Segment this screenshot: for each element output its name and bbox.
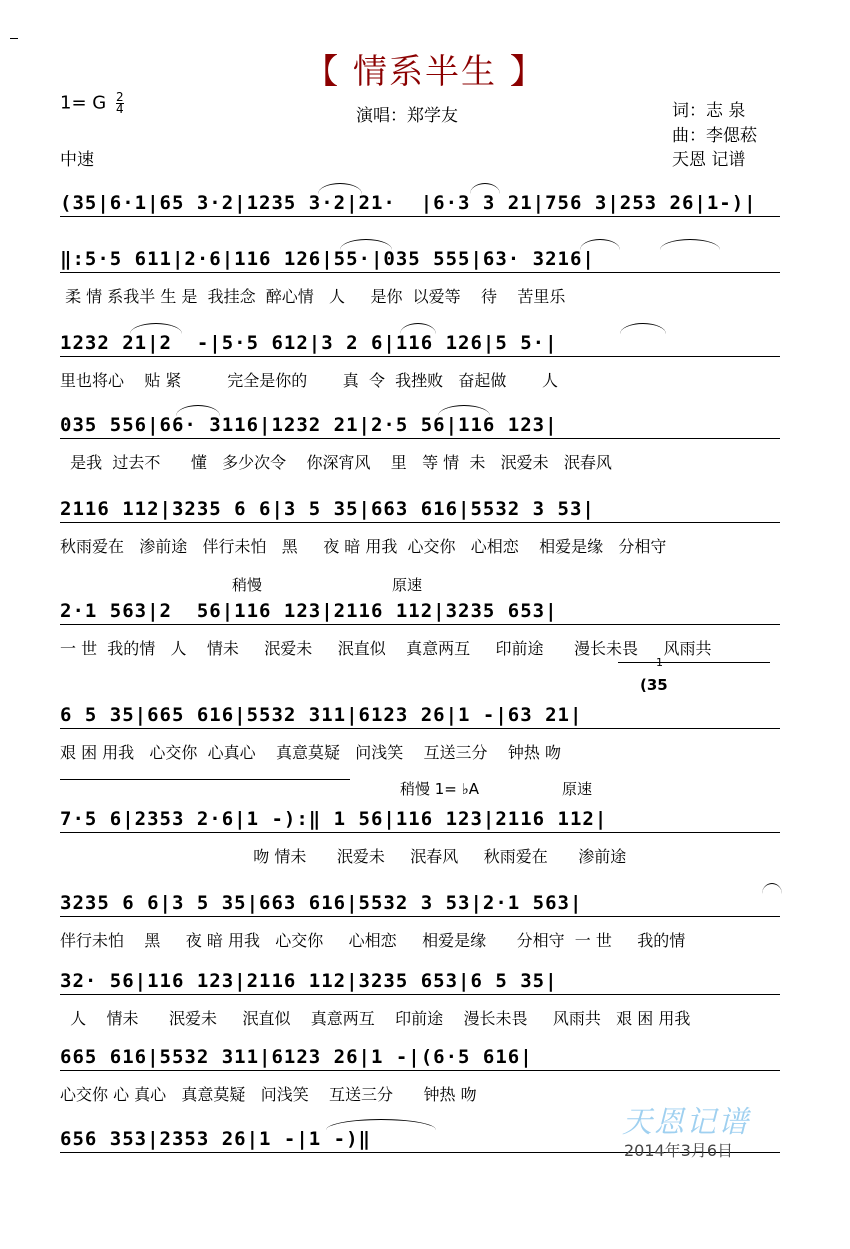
- lyric-line: 柔 情 系我半 生 是 我挂念 醉心情 人 是你 以爱等 待 苦里乐: [60, 287, 566, 306]
- underline-beam: [60, 728, 780, 729]
- slur-mark: [340, 239, 392, 250]
- notation-line: 3235 6 6|3 5 35|663 616|5532 3 53|2·1 563|: [60, 892, 583, 914]
- lyric-line: 一 世 我的情 人 情未 泯爱未 泯直似 真意两互 印前途 漫长未畏 风雨共: [60, 639, 712, 658]
- transcriber-credit: 天恩 记谱: [672, 150, 746, 170]
- notation-line: 32· 56|116 123|2116 112|3235 653|6 5 35|: [60, 970, 558, 992]
- transcription-date: 2014年3月6日: [624, 1141, 734, 1160]
- underline-beam: [60, 356, 780, 357]
- slur-mark: [620, 323, 666, 334]
- underline-beam: [60, 216, 780, 217]
- slur-mark: [326, 1119, 436, 1130]
- underline-beam: [60, 272, 780, 273]
- notation-line: 1232 21|2 -|5·5 612|3 2 6|116 126|5 5·|: [60, 332, 558, 354]
- notation-line: 656 353|2353 26|1 -|1 -)‖: [60, 1128, 371, 1150]
- lyric-line: 艰 困 用我 心交你 心真心 真意莫疑 问浅笑 互送三分 钟热 吻: [60, 743, 561, 762]
- volta-number: 1: [656, 656, 663, 669]
- volta-lead-in: (35: [640, 676, 668, 694]
- key-label: 1= G: [60, 92, 107, 114]
- slower-marking: 稍慢: [232, 576, 263, 594]
- slur-mark: [438, 405, 490, 416]
- notation-line: 2116 112|3235 6 6|3 5 35|663 616|5532 3 53|: [60, 498, 595, 520]
- underline-beam: [60, 624, 780, 625]
- slur-mark: [130, 323, 182, 334]
- underline-beam: [60, 438, 780, 439]
- notation-line: ‖:5·5 611|2·6|116 126|55·|035 555|63· 3216|: [60, 248, 595, 270]
- lyric-line: 伴行未怕 黑 夜 暗 用我 心交你 心相恋 相爱是缘 分相守 一 世 我的情: [60, 931, 686, 950]
- underline-beam: [60, 1070, 780, 1071]
- underline-beam: [60, 916, 780, 917]
- singer-credit: 演唱：郑学友: [356, 106, 458, 126]
- volta-bracket: [618, 662, 770, 673]
- repeat-extension-line: [60, 779, 350, 790]
- lyric-line: 是我 过去不 懂 多少次令 你深宵风 里 等 情 未 泯爱未 泯春风: [60, 453, 612, 472]
- song-title: 【 情系半生 】: [304, 52, 546, 92]
- slur-mark: [400, 323, 436, 334]
- notation-line: 7·5 6|2353 2·6|1 -):‖ 1 56|116 123|2116 112|: [60, 808, 608, 830]
- composer-credit: 曲：李偲菘: [672, 126, 757, 146]
- lyric-line: 吻 情未 泯爱未 泯春风 秋雨爱在 渗前途: [60, 847, 627, 866]
- lyric-line: 心交你 心 真心 真意莫疑 问浅笑 互送三分 钟热 吻: [60, 1085, 477, 1104]
- notation-line: 665 616|5532 311|6123 26|1 -|(6·5 616|: [60, 1046, 533, 1068]
- slower-key-change-marking: 稍慢 1= ♭A: [400, 780, 479, 798]
- underline-beam: [60, 832, 780, 833]
- lyric-line: 秋雨爱在 渗前途 伴行未怕 黑 夜 暗 用我 心交你 心相恋 相爱是缘 分相守: [60, 537, 667, 556]
- original-tempo-marking: 原速: [392, 576, 423, 594]
- corner-mark: [10, 38, 18, 39]
- slur-mark: [176, 405, 220, 416]
- slur-mark: [470, 183, 500, 194]
- tempo-marking: 中速: [60, 150, 94, 170]
- notation-line: 6 5 35|665 616|5532 311|6123 26|1 -|63 21|: [60, 704, 583, 726]
- lyricist-credit: 词：志 泉: [672, 101, 746, 121]
- notation-line: 2·1 563|2 56|116 123|2116 112|3235 653|: [60, 600, 558, 622]
- notation-line: 035 556|66· 3116|1232 21|2·5 56|116 123|: [60, 414, 558, 436]
- transcriber-watermark-logo: 天恩记谱: [622, 1105, 750, 1140]
- slur-mark: [660, 239, 720, 250]
- underline-beam: [60, 522, 780, 523]
- time-signature: [116, 92, 124, 115]
- time-top: 2: [115, 90, 124, 104]
- notation-line: (35|6·1|65 3·2|1235 3·2|21· |6·3 3 21|756 3|253 26|1-)|: [60, 192, 757, 214]
- original-tempo-marking-2: 原速: [562, 780, 593, 798]
- underline-beam: [60, 994, 780, 995]
- time-bottom: 4: [115, 102, 124, 116]
- lyric-line: 里也将心 贴 紧 完全是你的 真 令 我挫败 奋起做 人: [60, 371, 559, 390]
- lyric-line: 人 情未 泯爱未 泯直似 真意两互 印前途 漫长未畏 风雨共 艰 困 用我: [60, 1009, 691, 1028]
- slur-mark: [318, 183, 362, 194]
- key-signature: [60, 92, 124, 115]
- slur-mark: [580, 239, 620, 250]
- slur-mark: [762, 883, 782, 894]
